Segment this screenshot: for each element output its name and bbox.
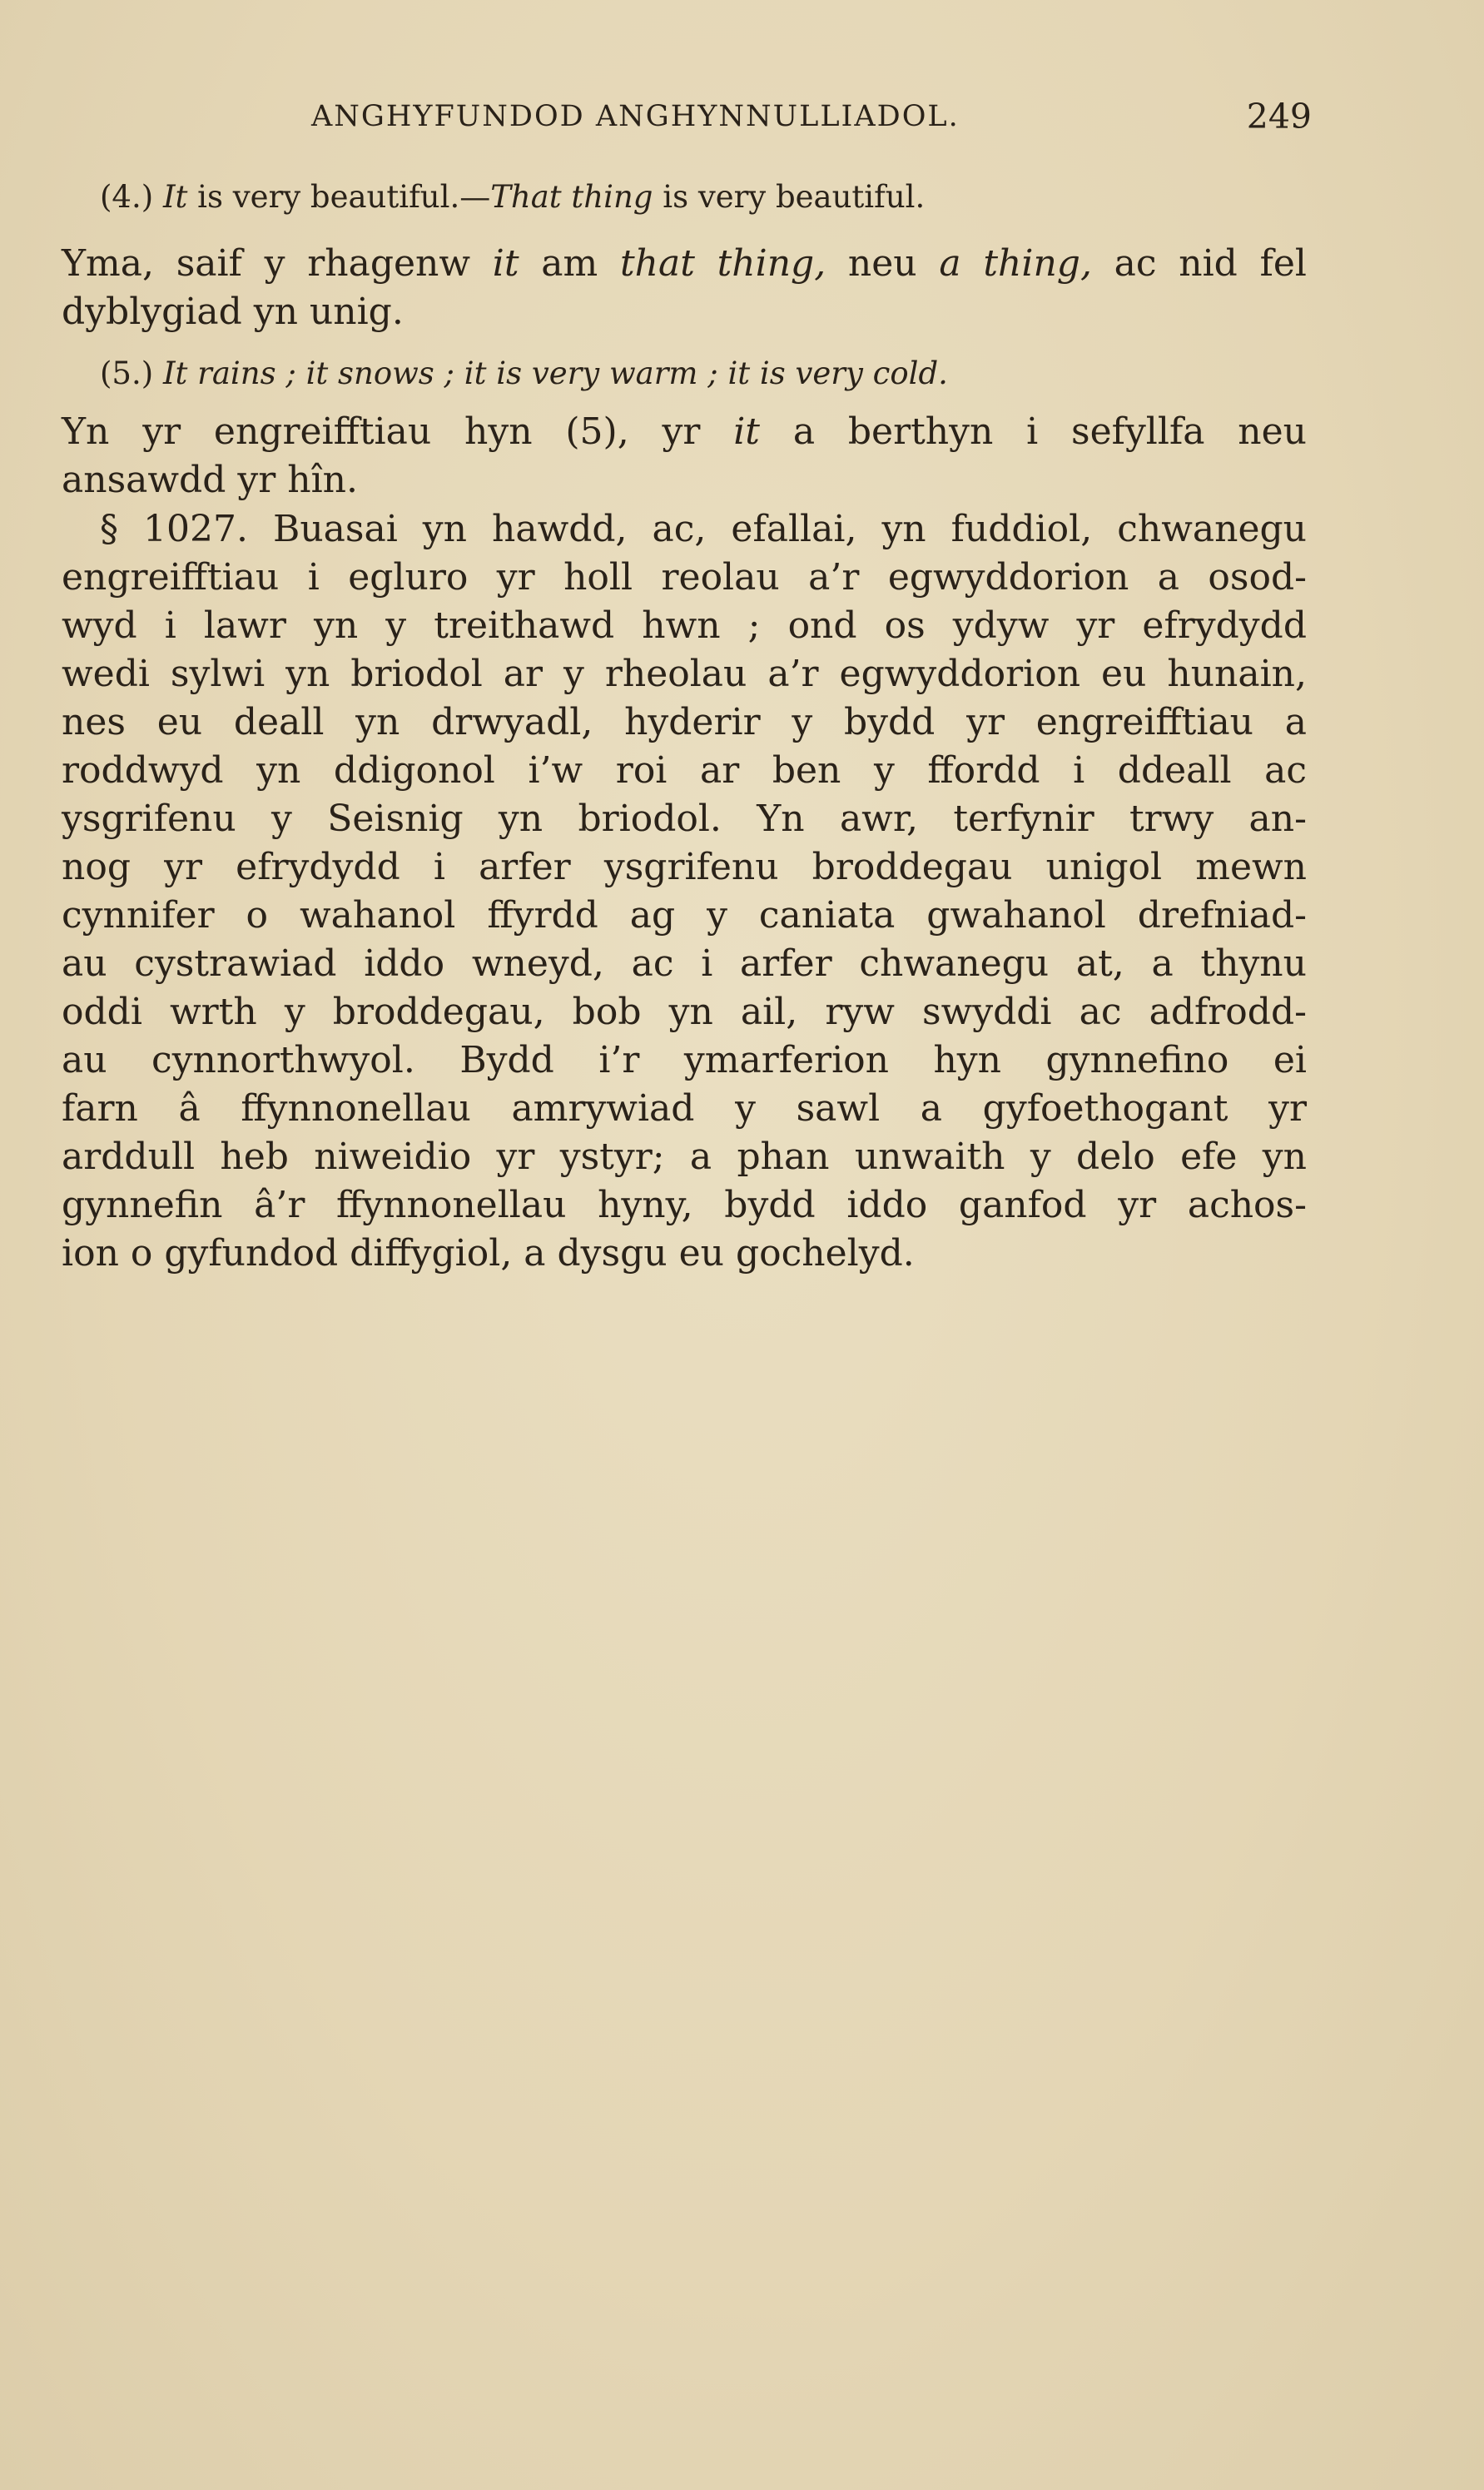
para3-line1: § 1027. Buasai yn hawdd, ac, efallai, yn fuddiol, chwanegu [100,508,1307,550]
para3-line4: wedi sylwi yn briodol ar y rheolau a’r egwyddorion eu hunain, [62,653,1307,695]
para2-line2: ansawdd yr hîn. [62,459,358,501]
example-5-text: It rains ; it snows ; it is very warm ; it is very cold. [162,355,948,391]
para3-line14: arddull heb niweidio yr ystyr; a phan unwaith y delo efe yn [62,1136,1307,1178]
para3-line11: oddi wrth y broddegau, bob yn ail, ryw swyddi ac adfrodd- [62,991,1307,1033]
example-4 [100,173,1307,221]
para3-line12: au cynnorthwyol. Bydd i’r ymarferion hyn gynnefino ei [62,1039,1307,1081]
example-4-part1: It [162,179,188,215]
para2-text-b: it [733,410,760,453]
page-number: 249 [1246,97,1312,137]
para3-line8: nog yr efrydydd i arfer ysgrifenu broddegau unigol mewn [62,846,1307,888]
para3-line3: wyd i lawr yn y treithawd hwn ; ond os ydyw yr efrydydd [62,604,1307,647]
para1-line2: dyblygiad yn unig. [62,291,404,333]
para1-line1 [62,240,1307,288]
para3-line9: cynnifer o wahanol ffyrdd ag y caniata gwahanol drefniad- [62,894,1307,937]
para3-line7: ysgrifenu y Seisnig yn briodol. Yn awr, terfynir trwy an- [62,798,1307,840]
example-4-part4: is very beautiful. [653,179,926,215]
para2-text-a: Yn yr engreifftiau hyn (5), yr [62,410,734,453]
para3-line2: engreifftiau i egluro yr holl reolau a’r egwyddorion a osod- [62,556,1307,599]
para1-text-c: am [519,242,620,285]
example-4-part2: is very beautiful.— [187,179,491,215]
para1-text-a: Yma, saif y rhagenw [62,242,493,285]
para1-text-e: neu [826,242,940,285]
para2-line1 [62,408,1307,456]
example-5-number: (5.) [100,355,154,391]
para3-line13: farn â ffynnonellau amrywiad y sawl a gyfoethogant yr [62,1087,1307,1130]
para1-text-b: it [492,242,519,285]
para2-text-c: a berthyn i sefyllfa neu [760,410,1308,453]
para3-line10: au cystrawiad iddo wneyd, ac i arfer chwanegu at, a thynu [62,942,1307,985]
para1-text-f: a thing, [939,242,1092,285]
para3-last-line: ion o gyfundod diffygiol, a dysgu eu gochelyd. [62,1232,915,1275]
para1-text-d: that thing, [619,242,826,285]
example-4-part3: That thing [490,179,653,215]
example-5 [100,350,1307,398]
para3-line6: roddwyd yn ddigonol i’w roi ar ben y ffordd i ddeall ac [62,749,1307,792]
para3-line5: nes eu deall yn drwyadl, hyderir y bydd yr engreifftiau a [62,701,1307,743]
example-4-number: (4.) [100,179,154,215]
para3-line15: gynnefin â’r ffynnonellau hyny, bydd iddo ganfod yr achos- [62,1184,1307,1226]
para1-text-g: ac nid fel [1091,242,1307,285]
page-header [62,90,1310,140]
running-head: ANGHYFUNDOD ANGHYNNULLIADOL. [311,100,960,133]
